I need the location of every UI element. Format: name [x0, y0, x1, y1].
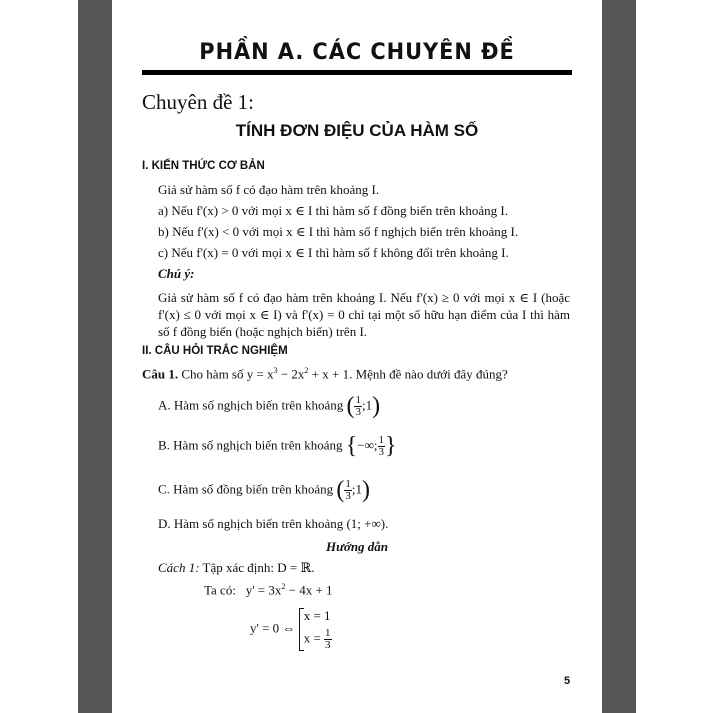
fraction — [378, 435, 386, 458]
equation-system — [250, 608, 332, 651]
exp: 3 — [273, 366, 278, 375]
option-a — [158, 393, 380, 420]
q-text: Cho hàm số y = x — [181, 366, 274, 382]
note-text: Giả sử hàm số f có đạo hàm trên khoảng I. Nếu f'(x) ≥ 0 với mọi x ∈ I (hoặc f'(x) ≤ 0 với mọi x ∈ I) và f'(x) = 0 chỉ tại một số hữu hạn điểm của I thì hàm số f đồng biến (hoặc nghịch biến) trên I. — [158, 290, 570, 339]
paren: } — [385, 433, 397, 459]
part-title: PHẦN A. CÁC CHUYÊN ĐỀ — [199, 40, 515, 65]
paren: ( — [336, 477, 345, 503]
deriv-label: Ta có: — [204, 582, 236, 598]
option-b — [158, 433, 397, 460]
solution-1: x = 1 — [303, 608, 331, 623]
paren: ) — [372, 393, 381, 419]
option-text: C. Hàm số đồng biến trên khoảng — [158, 481, 334, 497]
viewer-margin-right — [602, 0, 636, 713]
num: 1 — [325, 627, 331, 639]
question-label: Câu 1. — [142, 366, 179, 382]
q-text: + x + 1. Mệnh đề nào dưới đây đúng? — [308, 366, 508, 382]
page-number: 5 — [564, 675, 571, 687]
fraction — [354, 395, 362, 418]
fraction — [324, 628, 332, 651]
den: 3 — [355, 406, 361, 418]
interval-start: −∞; — [357, 437, 378, 453]
solution-bracket — [299, 608, 332, 651]
interval-end: ;1 — [361, 397, 373, 413]
deriv: y' = 3x — [245, 582, 282, 598]
sol-text: x = — [303, 630, 325, 646]
topic-title: TÍNH ĐƠN ĐIỆU CỦA HÀM SỐ — [235, 121, 479, 140]
paren: ) — [362, 477, 370, 503]
exp: 2 — [304, 366, 309, 375]
fraction — [344, 479, 352, 502]
eq-lhs: y' = 0 ⇔ — [250, 620, 296, 636]
num: 1 — [378, 434, 384, 446]
den: 3 — [325, 639, 331, 651]
topic-label: Chuyên đề 1: — [142, 90, 254, 114]
intro-text: Giả sử hàm số f có đạo hàm trên khoảng I. — [158, 182, 380, 197]
option-text: B. Hàm số nghịch biến trên khoảng — [158, 437, 343, 453]
section-heading-1: I. KIẾN THỨC CƠ BẢN — [142, 160, 265, 172]
title-rule — [142, 70, 572, 75]
solution-2 — [304, 628, 332, 651]
derivative-line — [204, 582, 333, 598]
q-text: − 2x — [277, 366, 305, 382]
rule-b: b) Nếu f'(x) < 0 với mọi x ∈ I thì hàm số f nghịch biến trên khoảng I. — [158, 224, 519, 239]
option-d: D. Hàm số nghịch biến trên khoảng (1; +∞). — [158, 516, 389, 531]
den: 3 — [345, 490, 351, 502]
num: 1 — [345, 478, 351, 490]
domain-text: Tập xác định: D = ℝ. — [199, 560, 315, 575]
num: 1 — [355, 394, 361, 406]
interval-end: ;1 — [351, 481, 362, 497]
den: 3 — [378, 446, 384, 458]
section-heading-2: II. CÂU HỎI TRẮC NGHIỆM — [142, 345, 288, 357]
note-label: Chú ý: — [158, 266, 195, 281]
exp: 2 — [281, 582, 286, 591]
rule-a: a) Nếu f'(x) > 0 với mọi x ∈ I thì hàm số f đồng biến trên khoảng I. — [158, 203, 509, 218]
deriv: − 4x + 1 — [285, 582, 333, 598]
method-1 — [158, 560, 315, 576]
document-page — [112, 0, 602, 713]
rule-c: c) Nếu f'(x) = 0 với mọi x ∈ I thì hàm số f không đổi trên khoảng I. — [158, 245, 509, 260]
option-c — [158, 477, 370, 504]
viewer-margin-left — [78, 0, 112, 713]
guide-heading: Hướng dẫn — [325, 539, 389, 554]
option-text: A. Hàm số nghịch biến trên khoảng — [158, 397, 344, 413]
question-1 — [142, 366, 508, 382]
paren: ( — [346, 393, 355, 419]
paren: { — [345, 433, 358, 459]
method-label: Cách 1: — [158, 560, 200, 575]
